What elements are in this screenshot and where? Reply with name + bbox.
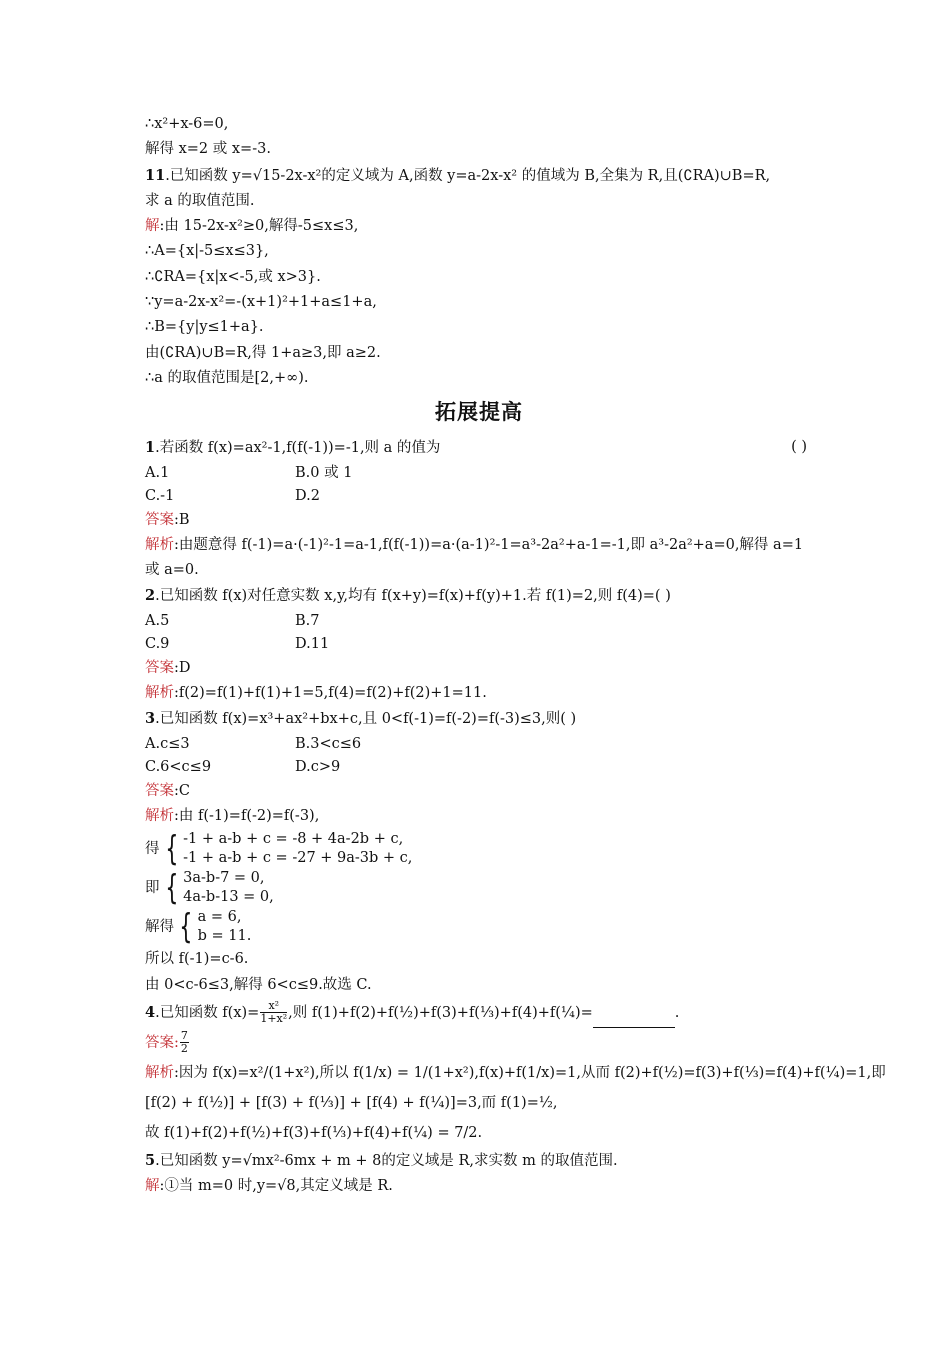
brace-icon: { xyxy=(164,868,178,909)
answer-label: 答案 xyxy=(145,511,174,528)
text-line: 解得 x=2 或 x=-3. xyxy=(145,141,271,158)
question-3 xyxy=(145,706,813,732)
solution-line: ∴a 的取值范围是[2,+∞). xyxy=(145,369,309,386)
question-number: 11 xyxy=(145,166,166,184)
options-row xyxy=(145,733,813,756)
analysis-line: 解析:由 f(-1)=f(-2)=f(-3), xyxy=(145,807,320,824)
section-title: 拓展提高 xyxy=(435,400,523,425)
option-a: A.c≤3 xyxy=(145,735,190,752)
analysis-line: 故 f(1)+f(2)+f(½)+f(3)+f(⅓)+f(4)+f(¼) = 7/2. xyxy=(145,1124,483,1141)
analysis-line: 解析:由题意得 f(-1)=a·(-1)²-1=a-1,f(f(-1))=a·(a-1)²-1=a³-2a²+a-1=-1,即 a³-2a²+a=0,解得 a=1 xyxy=(145,536,804,553)
question-number: 4 xyxy=(145,1003,156,1021)
solution-line: ∴A={x|-5≤x≤3}, xyxy=(145,243,269,260)
option-b: B.7 xyxy=(295,612,320,629)
analysis-label: 解析 xyxy=(145,536,174,553)
text-line: ∴x²+x-6=0, xyxy=(145,116,229,132)
question-5 xyxy=(145,1148,813,1174)
solution-line: ∴∁RA={x|x<-5,或 x>3}. xyxy=(145,268,321,285)
option-d: D.11 xyxy=(295,635,330,652)
question-number: 5 xyxy=(145,1151,156,1169)
answer-label: 答案 xyxy=(145,659,174,676)
analysis-label: 解析 xyxy=(145,807,174,824)
answer-label: 答案 xyxy=(145,782,174,799)
analysis-line: 或 a=0. xyxy=(145,562,199,579)
question-text: .已知函数 f(x)对任意实数 x,y,均有 f(x+y)=f(x)+f(y)+1.若 f(1)=2,则 f(4)=( ) xyxy=(155,588,671,605)
question-number: 2 xyxy=(145,587,156,605)
options-row xyxy=(145,633,813,656)
answer-paren: ( ) xyxy=(791,439,807,456)
answer-line: 答案:D xyxy=(145,659,191,676)
solution-line: 解:①当 m=0 时,y=√8,其定义域是 R. xyxy=(145,1178,393,1195)
answer-label: 答案 xyxy=(145,1034,174,1051)
option-b: B.0 或 1 xyxy=(295,464,353,481)
option-a: A.1 xyxy=(145,464,170,481)
analysis-line: [f(2) + f(½)] + [f(3) + f(⅓)] + [f(4) + f(¼)]=3,而 f(1)=½, xyxy=(145,1094,558,1111)
equation-system: 得 { -1 + a-b + c = -8 + 4a-2b + c, -1 + a-b + c = -27 + 9a-3b + c, xyxy=(145,829,413,870)
document-page xyxy=(145,112,886,1199)
answer-fraction: $\frac{7}{2}$ xyxy=(180,1029,188,1056)
question-1 xyxy=(145,435,813,461)
question-2 xyxy=(145,583,813,609)
analysis-label: 解析 xyxy=(145,1064,174,1081)
question-text: .已知函数 y=√15-2x-x²的定义域为 A,函数 y=a-2x-x² 的值域为 B,全集为 R,且(∁RA)∪B=R, xyxy=(165,167,771,184)
question-number: 1 xyxy=(145,439,156,457)
option-d: D.2 xyxy=(295,487,320,504)
answer-blank xyxy=(593,1013,675,1028)
solution-line: 解:由 15-2x-x²≥0,解得-5≤x≤3, xyxy=(145,218,359,235)
option-c: C.-1 xyxy=(145,487,175,504)
question-11 xyxy=(145,163,813,189)
analysis-line: 解析:因为 f(x)=x²/(1+x²),所以 f(1/x) = 1/(1+x²),f(x)+f(1/x)=1,从而 f(2)+f(½)=f(3)+f(⅓)=f(4)+f(¼)=1,即 xyxy=(145,1064,886,1081)
brace-icon: { xyxy=(164,829,178,870)
brace-icon: { xyxy=(179,907,193,948)
solution-label: 解 xyxy=(145,1178,160,1195)
option-c: C.6<c≤9 xyxy=(145,758,212,775)
question-number: 3 xyxy=(145,710,156,728)
analysis-line: 解析:f(2)=f(1)+f(1)+1=5,f(4)=f(2)+f(2)+1=11. xyxy=(145,685,487,702)
equation-system: 解得 { a = 6, b = 11. xyxy=(145,907,252,948)
question-text: .若函数 f(x)=ax²-1,f(f(-1))=-1,则 a 的值为 xyxy=(155,440,441,457)
answer-line: 答案:C xyxy=(145,782,190,799)
equation-system: 即 { 3a-b-7 = 0, 4a-b-13 = 0, xyxy=(145,868,274,909)
solution-line: ∴B={y|y≤1+a}. xyxy=(145,319,264,336)
fraction: $\frac{\text{x²}}{\text{1+x²}}$ xyxy=(260,999,288,1026)
option-c: C.9 xyxy=(145,635,170,652)
options-row xyxy=(145,756,813,779)
question-4: 4.已知函数 f(x)= $\frac{\text{x²}}{\text{1+x²}}$ ,则 f(1)+f(2)+f(½)+f(3)+f(⅓)+f(4)+f(¼)= . xyxy=(145,998,813,1028)
option-b: B.3<c≤6 xyxy=(295,735,362,752)
solution-line: 由(∁RA)∪B=R,得 1+a≥3,即 a≥2. xyxy=(145,344,381,361)
question-text-cont: 求 a 的取值范围. xyxy=(145,192,255,209)
answer-line: 答案: $\frac{7}{2}$ xyxy=(145,1029,188,1056)
analysis-line: 所以 f(-1)=c-6. xyxy=(145,951,249,968)
options-row xyxy=(145,462,813,485)
solution-label: 解 xyxy=(145,218,160,235)
analysis-line: 由 0<c-6≤3,解得 6<c≤9.故选 C. xyxy=(145,976,372,993)
options-row xyxy=(145,610,813,633)
solution-line: ∵y=a-2x-x²=-(x+1)²+1+a≤1+a, xyxy=(145,294,377,311)
answer-line: 答案:B xyxy=(145,511,190,528)
option-a: A.5 xyxy=(145,612,170,629)
question-text: .已知函数 y=√mx²-6mx + m + 8的定义域是 R,求实数 m 的取值范围. xyxy=(155,1152,618,1169)
options-row xyxy=(145,485,813,508)
question-text: .已知函数 f(x)=x³+ax²+bx+c,且 0<f(-1)=f(-2)=f(-3)≤3,则( ) xyxy=(155,711,577,728)
option-d: D.c>9 xyxy=(295,758,341,775)
analysis-label: 解析 xyxy=(145,685,174,702)
